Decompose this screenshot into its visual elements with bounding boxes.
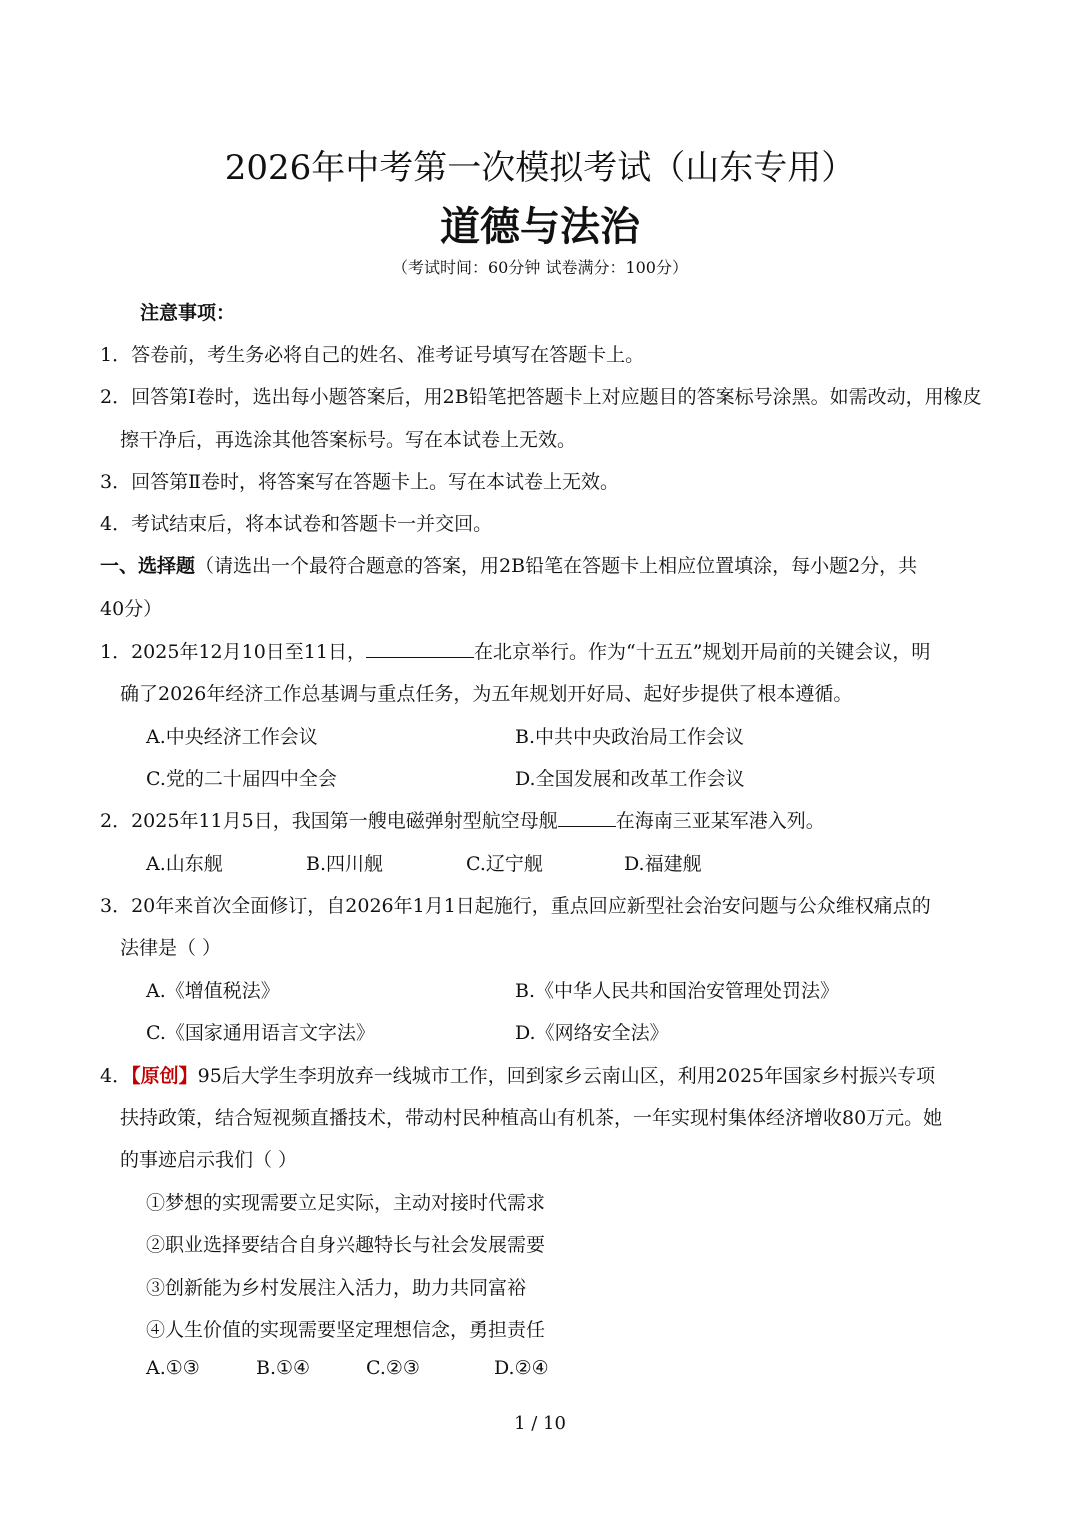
- option-c: C.《国家通用语言文字法》: [146, 1022, 375, 1044]
- option-d: D.《网络安全法》: [515, 1022, 669, 1044]
- question-2-stem: [100, 806, 825, 833]
- section-heading: [100, 551, 917, 578]
- question-text: 在北京举行。作为“十五五”规划开局前的关键会议，明: [473, 641, 931, 663]
- option-b: B.中共中央政治局工作会议: [515, 726, 745, 748]
- option-a: A.山东舰: [146, 853, 223, 875]
- notice-item: [100, 382, 982, 409]
- notice-item-number: 2．: [100, 386, 132, 408]
- question-1-continuation: 确了2026年经济工作总基调与重点任务，为五年规划开好局、起好步提供了根本遵循。: [120, 683, 853, 705]
- notice-item-text: 回答第Ⅰ卷时，选出每小题答案后，用2B铅笔把答题卡上对应题目的答案标号涂黑。如需改动，用橡皮: [131, 386, 982, 408]
- option-a: A.①③: [146, 1357, 200, 1379]
- answer-blank: [558, 825, 616, 827]
- option-b: B.①④: [256, 1357, 311, 1379]
- statement-item: ④人生价值的实现需要坚定理想信念，勇担责任: [146, 1319, 546, 1341]
- question-number: 3．: [100, 895, 132, 917]
- question-number: 4．: [100, 1065, 132, 1087]
- statement-item: ③创新能为乡村发展注入活力，助力共同富裕: [146, 1277, 527, 1299]
- answer-blank: [366, 656, 474, 658]
- exam-meta: （考试时间：60分钟 试卷满分：100分）: [392, 258, 688, 277]
- exam-title: 2026年中考第一次模拟考试（山东专用）: [224, 148, 856, 188]
- question-text: 20年来首次全面修订，自2026年1月1日起施行，重点回应新型社会治安问题与公众维权痛点的: [131, 895, 931, 917]
- question-3-stem: [100, 891, 931, 918]
- question-1-stem: [100, 637, 930, 664]
- notice-item-text: 答卷前，考生务必将自己的姓名、准考证号填写在答题卡上。: [131, 344, 645, 366]
- option-d: D.福建舰: [624, 853, 702, 875]
- notice-item-text: 回答第Ⅱ卷时，将答案写在答题卡上。写在本试卷上无效。: [131, 471, 620, 493]
- option-d: D.全国发展和改革工作会议: [515, 768, 745, 790]
- section-description: （请选出一个最符合题意的答案，用2B铅笔在答题卡上相应位置填涂，每小题2分，共: [195, 555, 918, 577]
- question-4-stem: [100, 1061, 935, 1088]
- notice-item-number: 1．: [100, 344, 132, 366]
- notice-item: [100, 340, 644, 367]
- section-description-continuation: 40分）: [100, 598, 163, 620]
- option-a: A.《增值税法》: [146, 980, 280, 1002]
- notice-item-number: 4．: [100, 513, 132, 535]
- question-text: 2025年12月10日至11日，: [131, 641, 366, 663]
- question-number: 2．: [100, 810, 132, 832]
- option-b: B.《中华人民共和国治安管理处罚法》: [515, 980, 840, 1002]
- statement-item: ②职业选择要结合自身兴趣特长与社会发展需要: [146, 1234, 546, 1256]
- question-3-continuation: 法律是（ ）: [120, 937, 222, 959]
- option-b: B.四川舰: [306, 853, 384, 875]
- notice-heading: 注意事项：: [140, 302, 236, 324]
- question-text: 2025年11月5日，我国第一艘电磁弹射型航空母舰: [131, 810, 558, 832]
- statement-item: ①梦想的实现需要立足实际，主动对接时代需求: [146, 1192, 546, 1214]
- question-number: 1．: [100, 641, 132, 663]
- question-text: 在海南三亚某军港入列。: [615, 810, 825, 832]
- option-a: A.中央经济工作会议: [146, 726, 318, 748]
- section-title: 一、选择题: [100, 555, 196, 577]
- question-4-continuation: 扶持政策，结合短视频直播技术，带动村民种植高山有机茶，一年实现村集体经济增收80万元。她: [120, 1107, 943, 1129]
- option-d: D.②④: [494, 1357, 549, 1379]
- notice-item-number: 3．: [100, 471, 132, 493]
- notice-item: [100, 467, 619, 494]
- option-c: C.辽宁舰: [466, 853, 543, 875]
- question-4-continuation: 的事迹启示我们（ ）: [120, 1149, 298, 1171]
- notice-item: [100, 509, 492, 536]
- option-c: C.②③: [366, 1357, 420, 1379]
- notice-item-continuation: 擦干净后，再选涂其他答案标号。写在本试卷上无效。: [120, 429, 577, 451]
- subject-title: 道德与法治: [440, 203, 640, 250]
- original-tag: 【原创】: [131, 1065, 198, 1087]
- question-text: 95后大学生李玥放弃一线城市工作，回到家乡云南山区，利用2025年国家乡村振兴专项: [197, 1065, 936, 1087]
- page-number: 1 / 10: [514, 1413, 566, 1434]
- option-c: C.党的二十届四中全会: [146, 768, 337, 790]
- notice-item-text: 考试结束后，将本试卷和答题卡一并交回。: [131, 513, 493, 535]
